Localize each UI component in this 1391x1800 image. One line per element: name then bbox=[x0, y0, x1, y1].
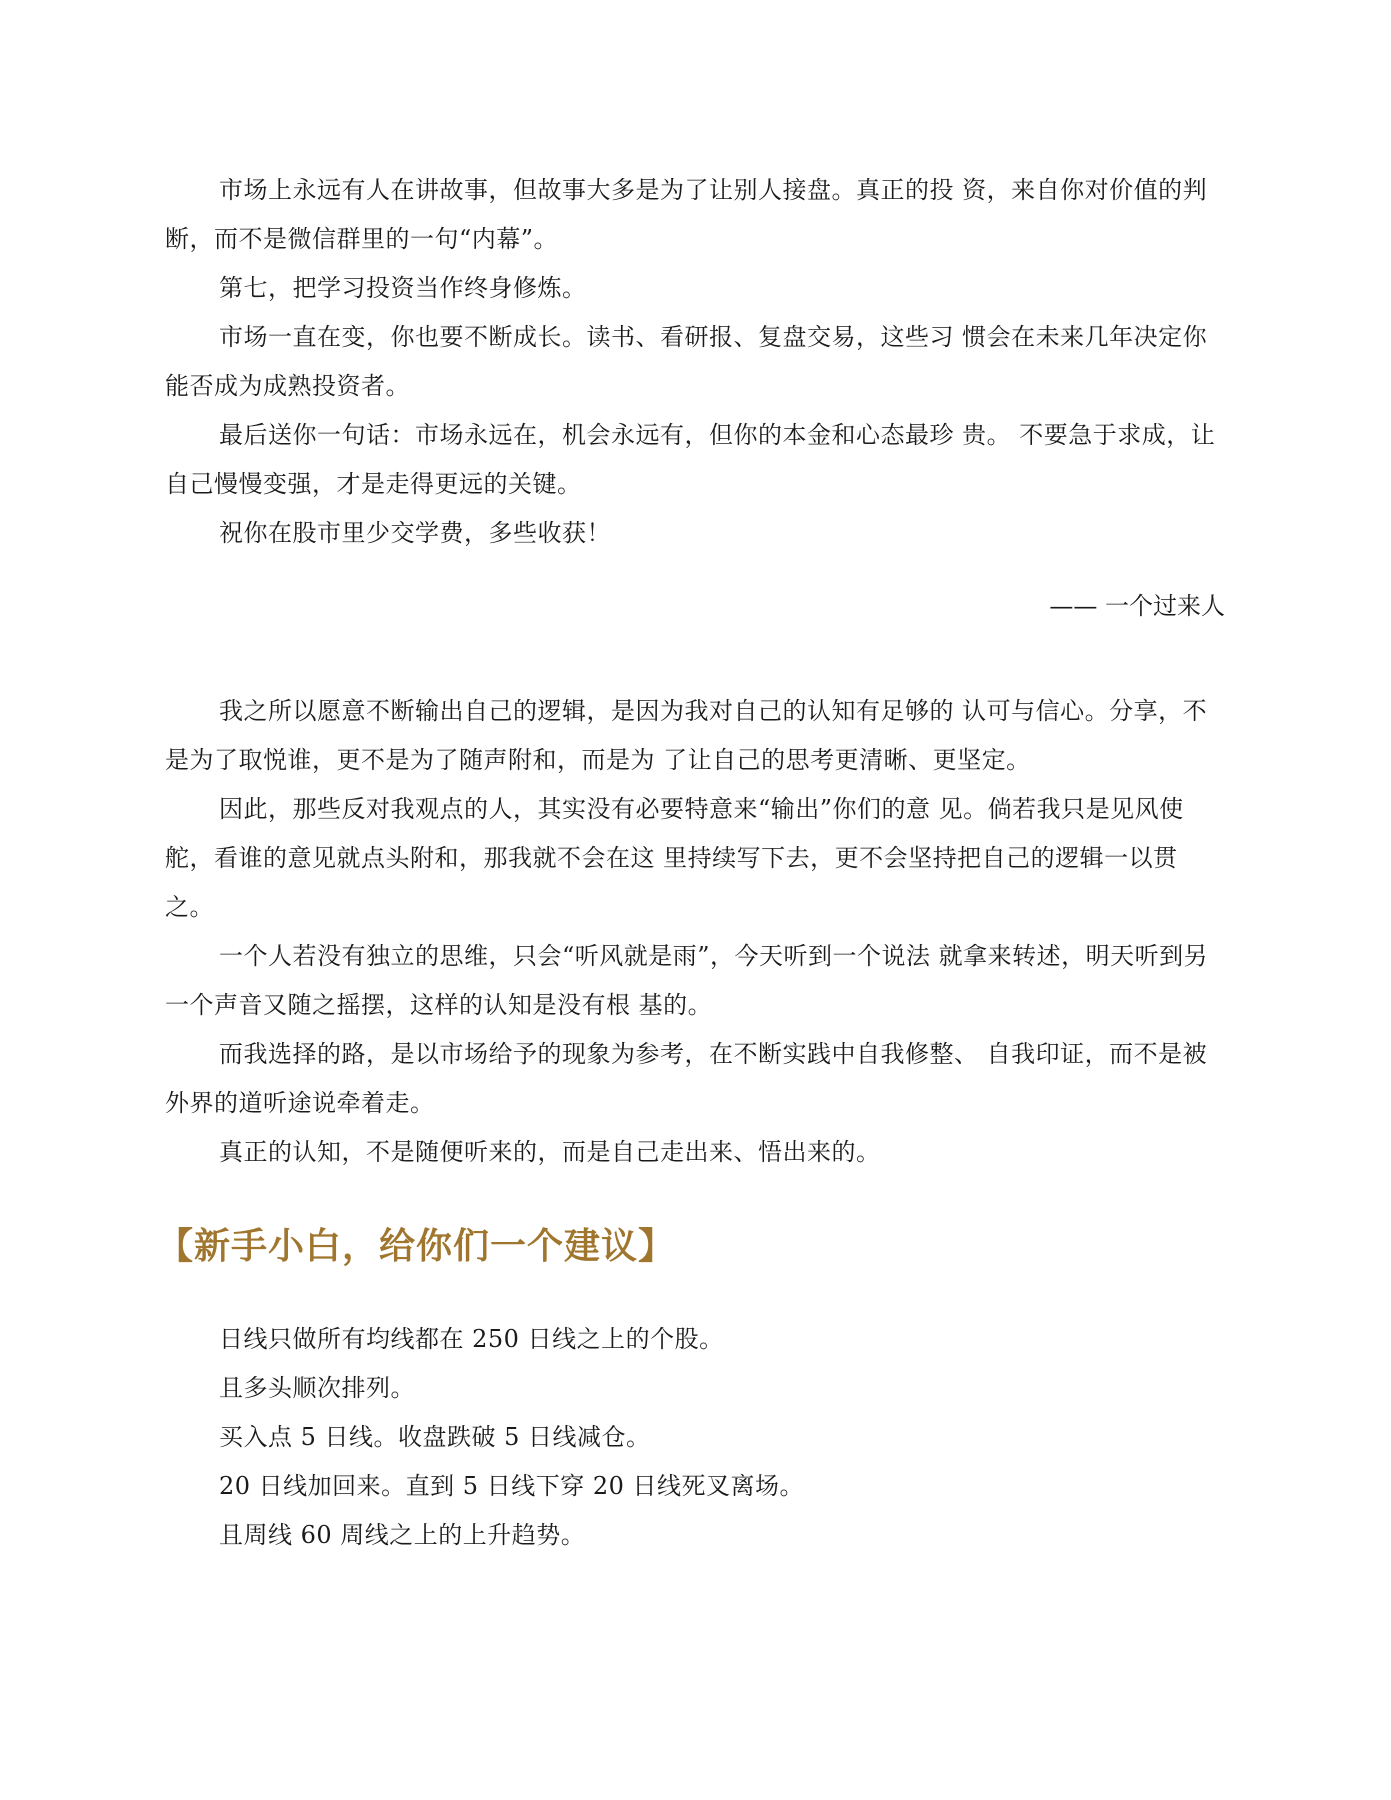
paragraph: 因此，那些反对我观点的人，其实没有必要特意来“输出”你们的意 见。倘若我只是见风使舵，看谁的意见就点头附和，那我就不会在这 里持续写下去，更不会坚持把自己的逻辑一以贯之。 bbox=[165, 795, 1184, 921]
paragraph: 真正的认知，不是随便听来的，而是自己走出来、悟出来的。 bbox=[219, 1138, 881, 1166]
section-heading: 【新手小白，给你们一个建议】 bbox=[157, 1225, 676, 1267]
section-advice-closing bbox=[165, 166, 1225, 631]
list-item: 且多头顺次排列。 bbox=[219, 1374, 415, 1402]
paragraph: 一个人若没有独立的思维，只会“听风就是雨”，今天听到一个说法 就拿来转述，明天听到另一个声音又随之摇摆，这样的认知是没有根 基的。 bbox=[165, 942, 1209, 1019]
paragraph: 第七，把学习投资当作终身修炼。 bbox=[219, 274, 587, 302]
paragraph: 我之所以愿意不断输出自己的逻辑，是因为我对自己的认知有足够的 认可与信心。分享，不是为了取悦谁，更不是为了随声附和，而是为 了让自己的思考更清晰、更坚定。 bbox=[165, 697, 1208, 774]
list-item: 且周线 60 周线之上的上升趋势。 bbox=[219, 1521, 586, 1549]
section-spacer bbox=[165, 631, 1225, 687]
paragraph: 市场上永远有人在讲故事，但故事大多是为了让别人接盘。真正的投 资，来自你对价值的判断，而不是微信群里的一句“内幕”。 bbox=[165, 176, 1208, 253]
document-body bbox=[157, 166, 1225, 1560]
list-item: 买入点 5 日线。收盘跌破 5 日线减仓。 bbox=[219, 1423, 651, 1451]
paragraph: 市场一直在变，你也要不断成长。读书、看研报、复盘交易，这些习 惯会在未来几年决定你能否成为成熟投资者。 bbox=[165, 323, 1208, 400]
list-item: 20 日线加回来。直到 5 日线下穿 20 日线死叉离场。 bbox=[219, 1472, 804, 1500]
advice-list bbox=[165, 1315, 1225, 1560]
section-independent-thinking bbox=[165, 687, 1225, 1177]
signature: —— 一个过来人 bbox=[1049, 592, 1225, 620]
paragraph: 最后送你一句话：市场永远在，机会永远有，但你的本金和心态最珍 贵。 不要急于求成，让自己慢慢变强，才是走得更远的关键。 bbox=[165, 421, 1216, 498]
list-item: 日线只做所有均线都在 250 日线之上的个股。 bbox=[219, 1325, 724, 1353]
paragraph: 祝你在股市里少交学费，多些收获！ bbox=[219, 519, 611, 547]
paragraph: 而我选择的路，是以市场给予的现象为参考，在不断实践中自我修整、 自我印证，而不是被外界的道听途说牵着走。 bbox=[165, 1040, 1208, 1117]
section-beginner-advice bbox=[157, 1221, 1225, 1560]
